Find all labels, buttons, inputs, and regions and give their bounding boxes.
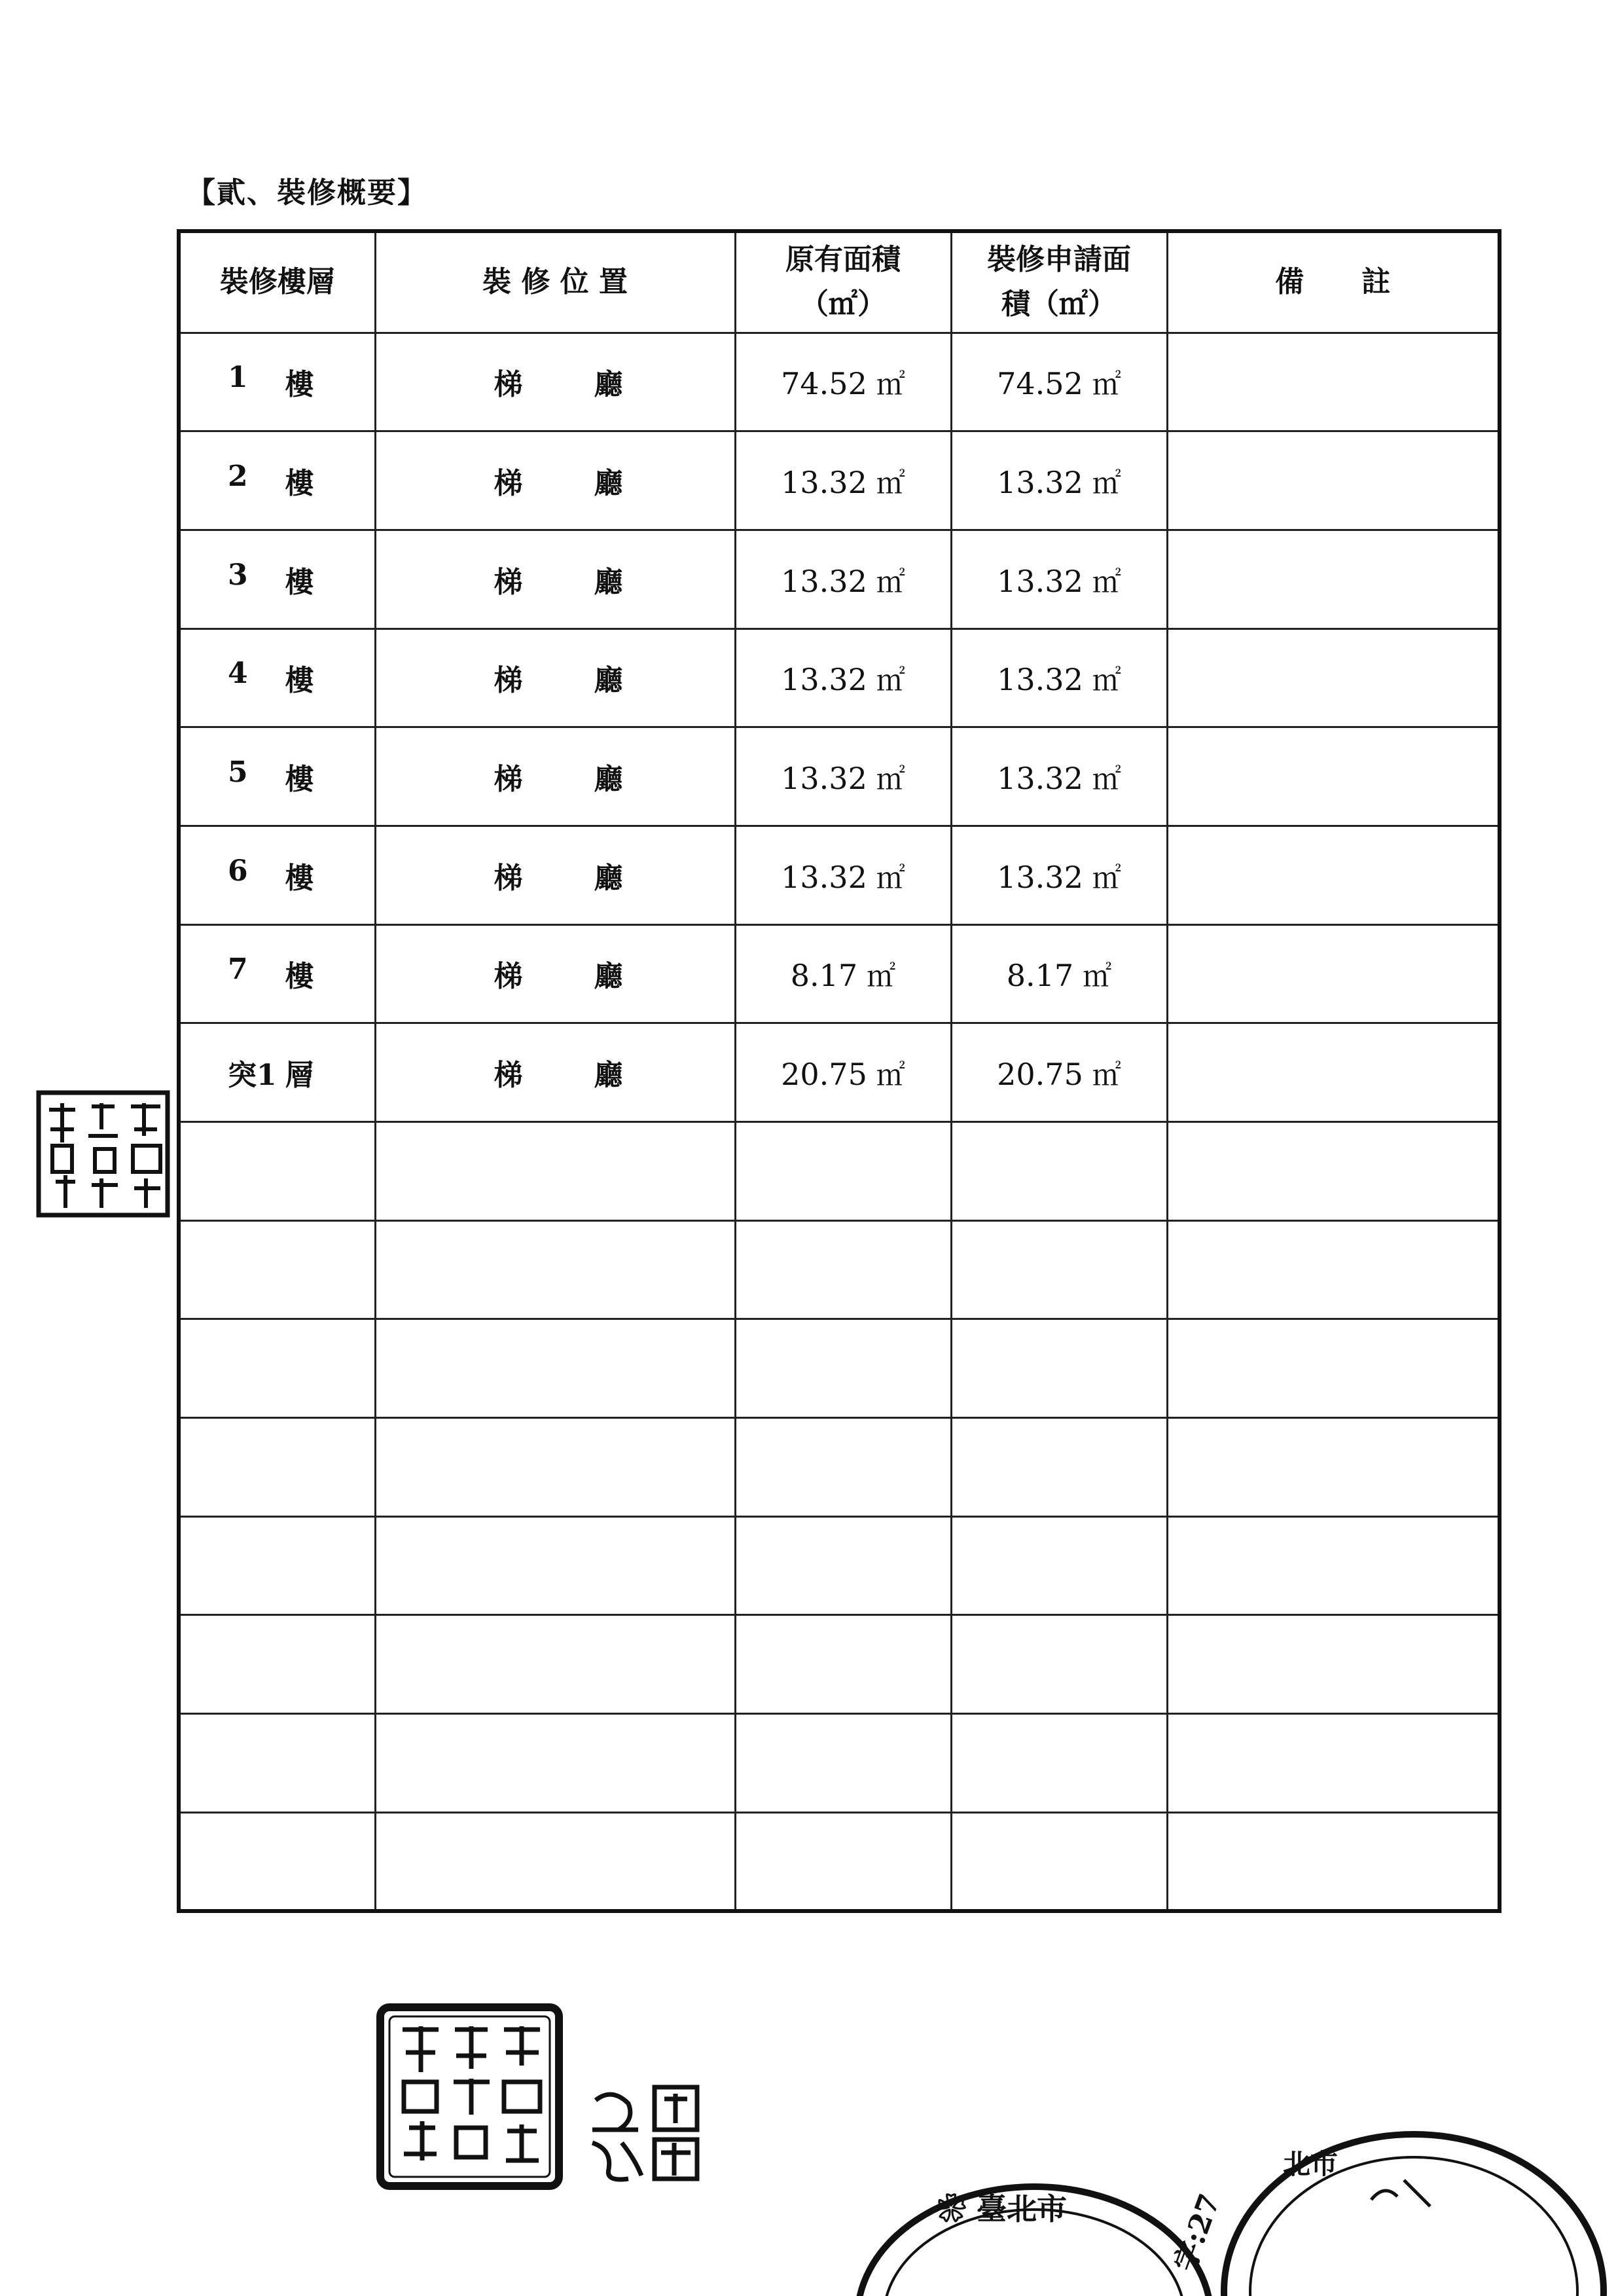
empty-cell xyxy=(735,1516,951,1615)
table-row-empty xyxy=(179,1418,1500,1517)
floor-number: 4 xyxy=(228,657,248,691)
cell-original-area xyxy=(735,727,951,826)
section-title: 【貳、裝修概要】 xyxy=(187,176,427,210)
position-part-b: 廳 xyxy=(594,861,623,895)
cell-applied-area xyxy=(951,826,1167,924)
empty-cell xyxy=(179,1812,375,1911)
position-part-a: 梯 xyxy=(494,368,523,402)
applied-area-value: 13.32 xyxy=(997,662,1083,698)
cell-applied-area xyxy=(951,629,1167,727)
original-area-value: 8.17 xyxy=(790,958,858,994)
area-unit: ㎡ xyxy=(1092,467,1121,501)
cell-remarks xyxy=(1167,431,1500,530)
cell-remarks xyxy=(1167,629,1500,727)
empty-cell xyxy=(1167,1122,1500,1221)
header-remarks: 備 註 xyxy=(1167,231,1500,333)
empty-cell xyxy=(375,1418,735,1517)
header-applied-area-line2: 積（㎡） xyxy=(1001,287,1117,321)
empty-cell xyxy=(375,1319,735,1418)
original-area-value: 13.32 xyxy=(781,465,867,501)
cell-remarks xyxy=(1167,826,1500,924)
cell-applied-area xyxy=(951,924,1167,1023)
original-area-value: 20.75 xyxy=(781,1057,867,1093)
floor-unit: 樓 xyxy=(285,467,314,501)
table-row-empty xyxy=(179,1122,1500,1221)
cell-applied-area xyxy=(951,530,1167,629)
area-unit: ㎡ xyxy=(1092,1059,1121,1093)
cell-floor xyxy=(179,333,375,431)
position-part-a: 梯 xyxy=(494,565,523,599)
empty-cell xyxy=(1167,1812,1500,1911)
empty-cell xyxy=(951,1220,1167,1319)
cell-floor xyxy=(179,1023,375,1122)
cell-remarks xyxy=(1167,727,1500,826)
table-header-row xyxy=(179,231,1500,333)
empty-cell xyxy=(1167,1319,1500,1418)
original-area-value: 13.32 xyxy=(781,662,867,698)
area-unit: ㎡ xyxy=(876,368,905,402)
area-unit: ㎡ xyxy=(1092,763,1121,797)
floor-number: 7 xyxy=(228,953,248,987)
applied-area-value: 13.32 xyxy=(997,465,1083,501)
position-part-a: 梯 xyxy=(494,664,523,698)
table-row xyxy=(179,629,1500,727)
header-original-area xyxy=(735,231,951,333)
cell-position xyxy=(375,1023,735,1122)
empty-cell xyxy=(1167,1516,1500,1615)
personal-seal xyxy=(583,2081,704,2185)
header-original-area-line2: （㎡） xyxy=(800,287,886,321)
empty-cell xyxy=(951,1615,1167,1714)
cell-remarks xyxy=(1167,1023,1500,1122)
side-seal-stamp xyxy=(36,1090,170,1218)
empty-cell xyxy=(179,1418,375,1517)
empty-cell xyxy=(375,1122,735,1221)
table-row-empty xyxy=(179,1516,1500,1615)
empty-cell xyxy=(375,1220,735,1319)
empty-cell xyxy=(179,1714,375,1813)
svg-text:北市: 北市 xyxy=(1283,2148,1339,2180)
applied-area-value: 13.32 xyxy=(997,859,1083,895)
cell-position xyxy=(375,924,735,1023)
position-part-b: 廳 xyxy=(594,565,623,599)
header-position: 裝 修 位 置 xyxy=(375,231,735,333)
area-unit: ㎡ xyxy=(876,664,905,698)
cell-applied-area xyxy=(951,431,1167,530)
header-applied-area-line1: 裝修申請面 xyxy=(987,243,1131,277)
svg-text:字:27: 字:27 xyxy=(1168,2189,1227,2276)
empty-cell xyxy=(735,1122,951,1221)
area-unit: ㎡ xyxy=(1092,664,1121,698)
position-part-a: 梯 xyxy=(494,763,523,797)
floor-unit: 樓 xyxy=(285,664,314,698)
cell-original-area xyxy=(735,431,951,530)
position-part-a: 梯 xyxy=(494,861,523,895)
cell-floor xyxy=(179,431,375,530)
empty-cell xyxy=(375,1714,735,1813)
handwritten-mark xyxy=(1368,2174,1466,2213)
position-part-a: 梯 xyxy=(494,467,523,501)
original-area-value: 13.32 xyxy=(781,761,867,797)
area-unit: ㎡ xyxy=(1083,960,1112,994)
table-row-empty xyxy=(179,1714,1500,1813)
table-row-empty xyxy=(179,1220,1500,1319)
cell-position xyxy=(375,530,735,629)
cell-applied-area xyxy=(951,1023,1167,1122)
area-unit: ㎡ xyxy=(867,960,896,994)
floor-unit: 層 xyxy=(285,1059,314,1093)
empty-cell xyxy=(951,1319,1167,1418)
empty-cell xyxy=(735,1615,951,1714)
position-part-b: 廳 xyxy=(594,960,623,994)
floor-unit: 樓 xyxy=(285,960,314,994)
empty-cell xyxy=(951,1812,1167,1911)
empty-cell xyxy=(179,1220,375,1319)
floor-number: 5 xyxy=(228,756,248,790)
floor-unit: 樓 xyxy=(285,368,314,402)
table-row xyxy=(179,431,1500,530)
svg-text:❀ 臺北市: ❀ 臺北市 xyxy=(936,2191,1068,2227)
area-unit: ㎡ xyxy=(1092,368,1121,402)
position-part-b: 廳 xyxy=(594,368,623,402)
table-row xyxy=(179,924,1500,1023)
empty-cell xyxy=(179,1319,375,1418)
cell-original-area xyxy=(735,924,951,1023)
position-part-b: 廳 xyxy=(594,763,623,797)
floor-number: 1 xyxy=(228,361,248,395)
empty-cell xyxy=(179,1615,375,1714)
position-part-a: 梯 xyxy=(494,1059,523,1093)
floor-unit: 樓 xyxy=(285,861,314,895)
cell-remarks xyxy=(1167,924,1500,1023)
empty-cell xyxy=(179,1516,375,1615)
area-unit: ㎡ xyxy=(876,1059,905,1093)
table-row-empty xyxy=(179,1812,1500,1911)
empty-cell xyxy=(735,1418,951,1517)
cell-floor xyxy=(179,727,375,826)
empty-cell xyxy=(951,1714,1167,1813)
city-approval-seal xyxy=(851,2128,1618,2296)
area-unit: ㎡ xyxy=(876,763,905,797)
floor-unit: 樓 xyxy=(285,763,314,797)
original-area-value: 74.52 xyxy=(781,366,867,402)
area-unit: ㎡ xyxy=(876,861,905,895)
floor-unit: 樓 xyxy=(285,565,314,599)
cell-floor xyxy=(179,530,375,629)
applied-area-value: 13.32 xyxy=(997,563,1083,599)
floor-number: 3 xyxy=(228,558,248,592)
empty-cell xyxy=(1167,1714,1500,1813)
applied-area-value: 13.32 xyxy=(997,761,1083,797)
position-part-b: 廳 xyxy=(594,467,623,501)
cell-position xyxy=(375,629,735,727)
cell-position xyxy=(375,431,735,530)
empty-cell xyxy=(735,1319,951,1418)
cell-applied-area xyxy=(951,333,1167,431)
position-part-a: 梯 xyxy=(494,960,523,994)
table-row xyxy=(179,530,1500,629)
cell-original-area xyxy=(735,530,951,629)
applied-area-value: 20.75 xyxy=(997,1057,1083,1093)
empty-cell xyxy=(735,1220,951,1319)
position-part-b: 廳 xyxy=(594,1059,623,1093)
cell-original-area xyxy=(735,826,951,924)
cell-original-area xyxy=(735,1023,951,1122)
position-part-b: 廳 xyxy=(594,664,623,698)
cell-position xyxy=(375,826,735,924)
table-row xyxy=(179,826,1500,924)
renovation-summary-table xyxy=(177,229,1501,1913)
area-unit: ㎡ xyxy=(1092,861,1121,895)
table-row xyxy=(179,333,1500,431)
empty-cell xyxy=(1167,1220,1500,1319)
cell-remarks xyxy=(1167,530,1500,629)
header-original-area-line1: 原有面積 xyxy=(785,243,901,277)
area-unit: ㎡ xyxy=(876,565,905,599)
original-area-value: 13.32 xyxy=(781,563,867,599)
cell-original-area xyxy=(735,333,951,431)
cell-remarks xyxy=(1167,333,1500,431)
cell-floor xyxy=(179,826,375,924)
cell-position xyxy=(375,727,735,826)
applied-area-value: 74.52 xyxy=(997,366,1083,402)
empty-cell xyxy=(179,1122,375,1221)
cell-floor xyxy=(179,629,375,727)
empty-cell xyxy=(1167,1418,1500,1517)
cell-floor xyxy=(179,924,375,1023)
area-unit: ㎡ xyxy=(1092,565,1121,599)
applied-area-value: 8.17 xyxy=(1006,958,1074,994)
empty-cell xyxy=(735,1714,951,1813)
cell-original-area xyxy=(735,629,951,727)
empty-cell xyxy=(735,1812,951,1911)
empty-cell xyxy=(375,1615,735,1714)
floor-number: 6 xyxy=(228,854,248,888)
table-row-empty xyxy=(179,1615,1500,1714)
table-row-empty xyxy=(179,1319,1500,1418)
floor-number: 2 xyxy=(228,460,248,494)
empty-cell xyxy=(375,1516,735,1615)
cell-position xyxy=(375,333,735,431)
cell-applied-area xyxy=(951,727,1167,826)
original-area-value: 13.32 xyxy=(781,859,867,895)
empty-cell xyxy=(951,1516,1167,1615)
header-floor: 裝修樓層 xyxy=(179,231,375,333)
architect-office-seal xyxy=(376,2003,563,2190)
empty-cell xyxy=(375,1812,735,1911)
table-row xyxy=(179,1023,1500,1122)
header-applied-area xyxy=(951,231,1167,333)
empty-cell xyxy=(951,1418,1167,1517)
floor-number: 突1 xyxy=(228,1059,277,1093)
empty-cell xyxy=(951,1122,1167,1221)
area-unit: ㎡ xyxy=(876,467,905,501)
empty-cell xyxy=(1167,1615,1500,1714)
table-row xyxy=(179,727,1500,826)
